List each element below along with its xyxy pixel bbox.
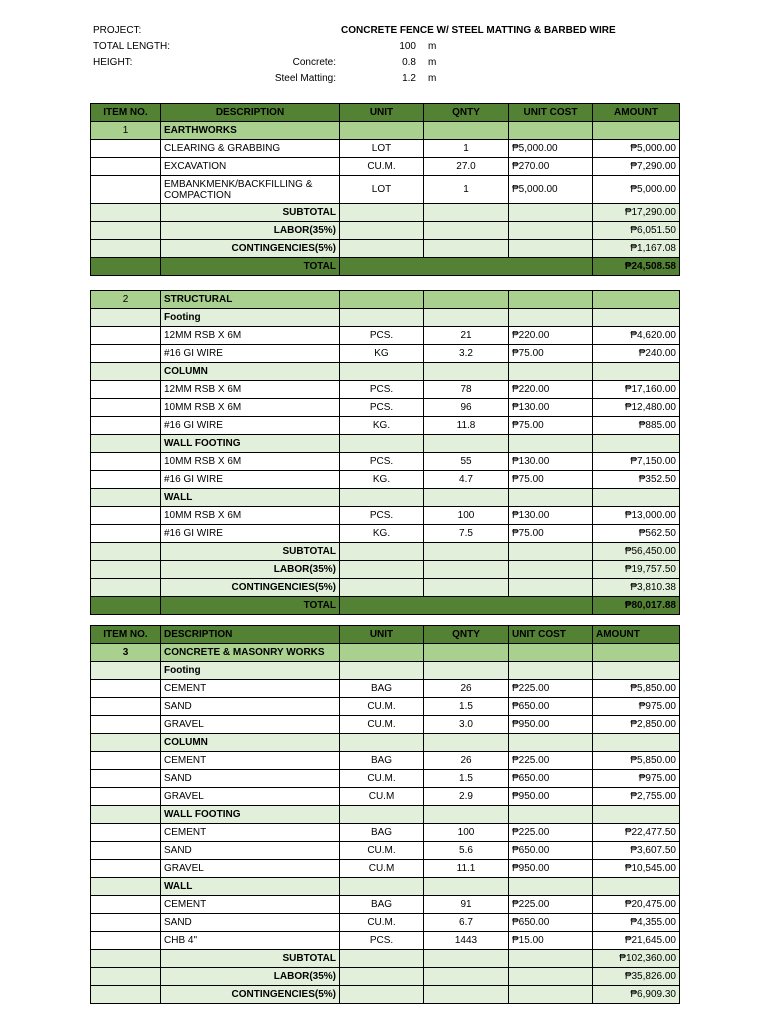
row-amount: ₱17,160.00 (593, 381, 680, 399)
row-amount: ₱5,850.00 (593, 752, 680, 770)
row-description: GRAVEL (161, 788, 340, 806)
table-row (91, 770, 680, 788)
group-label: WALL (161, 878, 340, 896)
row-amount: ₱5,000.00 (593, 176, 680, 204)
group-row (91, 734, 680, 752)
row-amount: ₱3,607.50 (593, 842, 680, 860)
subtotal-label: SUBTOTAL (161, 543, 340, 561)
row-unit-cost: ₱220.00 (509, 381, 593, 399)
table-row (91, 698, 680, 716)
row-unit-cost: ₱5,000.00 (509, 176, 593, 204)
row-unit-cost: ₱225.00 (509, 896, 593, 914)
concrete-height-value: 0.8 (402, 57, 416, 68)
row-description: CEMENT (161, 752, 340, 770)
steel-matting-label: Steel Matting: (274, 73, 336, 84)
contingencies-label: CONTINGENCIES(5%) (161, 240, 340, 258)
row-qty: 26 (424, 680, 509, 698)
labor-label: LABOR(35%) (161, 222, 340, 240)
row-qty: 1.5 (424, 770, 509, 788)
total-length-value: 100 (399, 41, 416, 52)
labor-label: LABOR(35%) (161, 968, 340, 986)
row-qty: 3.2 (424, 345, 509, 363)
subtotal-amount: ₱102,360.00 (593, 950, 680, 968)
row-amount: ₱12,480.00 (593, 399, 680, 417)
labor-row (91, 968, 680, 986)
group-row (91, 309, 680, 327)
project-title: CONCRETE FENCE W/ STEEL MATTING & BARBED WIRE (341, 25, 616, 36)
contingencies-label: CONTINGENCIES(5%) (161, 986, 340, 1004)
row-unit-cost: ₱650.00 (509, 770, 593, 788)
group-row (91, 489, 680, 507)
row-unit: BAG (340, 824, 424, 842)
row-unit: CU.M. (340, 716, 424, 734)
height-label: HEIGHT: (93, 57, 133, 68)
row-description: SAND (161, 842, 340, 860)
row-qty: 2.9 (424, 788, 509, 806)
row-qty: 1.5 (424, 698, 509, 716)
row-unit: LOT (340, 176, 424, 204)
row-unit-cost: ₱950.00 (509, 788, 593, 806)
row-unit-cost: ₱225.00 (509, 824, 593, 842)
row-qty: 1 (424, 176, 509, 204)
group-label: COLUMN (161, 734, 340, 752)
group-row (91, 662, 680, 680)
row-amount: ₱562.50 (593, 525, 680, 543)
row-amount: ₱352.50 (593, 471, 680, 489)
group-label: WALL FOOTING (161, 435, 340, 453)
section-title-row (91, 291, 680, 309)
row-unit-cost: ₱130.00 (509, 399, 593, 417)
contingencies-row (91, 240, 680, 258)
col-item-no: ITEM NO. (91, 104, 161, 122)
subtotal-amount: ₱17,290.00 (593, 204, 680, 222)
section-title-row (91, 644, 680, 662)
row-description: CEMENT (161, 680, 340, 698)
contingencies-label: CONTINGENCIES(5%) (161, 579, 340, 597)
row-description: #16 GI WIRE (161, 417, 340, 435)
item-number: 2 (91, 291, 161, 309)
total-length-unit: m (428, 41, 437, 52)
row-description: CLEARING & GRABBING (161, 140, 340, 158)
labor-label: LABOR(35%) (161, 561, 340, 579)
total-label: TOTAL (161, 597, 340, 615)
col-description: DESCRIPTION (161, 626, 340, 644)
labor-amount: ₱35,826.00 (593, 968, 680, 986)
group-label: WALL FOOTING (161, 806, 340, 824)
steel-matting-value: 1.2 (402, 73, 416, 84)
row-amount: ₱10,545.00 (593, 860, 680, 878)
row-unit: CU.M. (340, 158, 424, 176)
column-header-row (91, 104, 680, 122)
table-row (91, 680, 680, 698)
row-unit: CU.M (340, 860, 424, 878)
row-amount: ₱20,475.00 (593, 896, 680, 914)
row-qty: 96 (424, 399, 509, 417)
row-qty: 26 (424, 752, 509, 770)
row-unit: PCS. (340, 381, 424, 399)
group-label: Footing (161, 309, 340, 327)
row-qty: 1 (424, 140, 509, 158)
subtotal-row (91, 543, 680, 561)
table-row (91, 716, 680, 734)
table-row (91, 453, 680, 471)
row-qty: 3.0 (424, 716, 509, 734)
col-qnty: QNTY (424, 626, 509, 644)
row-description: #16 GI WIRE (161, 525, 340, 543)
row-description: CEMENT (161, 896, 340, 914)
table-row (91, 399, 680, 417)
contingencies-amount: ₱3,810.38 (593, 579, 680, 597)
row-unit-cost: ₱950.00 (509, 860, 593, 878)
row-amount: ₱21,645.00 (593, 932, 680, 950)
table-row (91, 525, 680, 543)
table-row (91, 345, 680, 363)
row-unit-cost: ₱220.00 (509, 327, 593, 345)
row-qty: 55 (424, 453, 509, 471)
earthworks-table (90, 103, 680, 276)
row-unit-cost: ₱225.00 (509, 752, 593, 770)
table-row (91, 381, 680, 399)
col-unit-cost: UNIT COST (509, 626, 593, 644)
row-description: #16 GI WIRE (161, 471, 340, 489)
row-unit-cost: ₱650.00 (509, 698, 593, 716)
section-title-row (91, 122, 680, 140)
row-unit: KG (340, 345, 424, 363)
project-label: PROJECT: (93, 25, 142, 36)
group-row (91, 806, 680, 824)
item-number: 1 (91, 122, 161, 140)
row-qty: 4.7 (424, 471, 509, 489)
row-description: SAND (161, 914, 340, 932)
table-row (91, 471, 680, 489)
row-amount: ₱2,850.00 (593, 716, 680, 734)
row-unit: KG. (340, 471, 424, 489)
row-unit: BAG (340, 752, 424, 770)
contingencies-row (91, 579, 680, 597)
table-row (91, 824, 680, 842)
table-row (91, 158, 680, 176)
row-unit-cost: ₱225.00 (509, 680, 593, 698)
row-unit: PCS. (340, 327, 424, 345)
row-unit-cost: ₱270.00 (509, 158, 593, 176)
row-unit: PCS. (340, 932, 424, 950)
row-unit: PCS. (340, 507, 424, 525)
table-row (91, 176, 680, 204)
total-row (91, 597, 680, 615)
row-description: GRAVEL (161, 860, 340, 878)
table-row (91, 752, 680, 770)
col-unit: UNIT (340, 104, 424, 122)
section-title: EARTHWORKS (161, 122, 340, 140)
row-description: SAND (161, 770, 340, 788)
row-amount: ₱975.00 (593, 770, 680, 788)
row-unit: CU.M. (340, 842, 424, 860)
group-label: Footing (161, 662, 340, 680)
structural-table (90, 290, 680, 615)
labor-row (91, 561, 680, 579)
concrete-label: Concrete: (292, 57, 336, 68)
row-qty: 5.6 (424, 842, 509, 860)
row-description: 12MM RSB X 6M (161, 381, 340, 399)
row-unit-cost: ₱650.00 (509, 842, 593, 860)
group-label: COLUMN (161, 363, 340, 381)
total-amount: ₱24,508.58 (593, 258, 680, 276)
labor-row (91, 222, 680, 240)
row-qty: 7.5 (424, 525, 509, 543)
col-unit-cost: UNIT COST (509, 104, 593, 122)
row-amount: ₱240.00 (593, 345, 680, 363)
group-row (91, 363, 680, 381)
row-qty: 100 (424, 824, 509, 842)
row-unit: KG. (340, 417, 424, 435)
row-unit-cost: ₱75.00 (509, 525, 593, 543)
row-amount: ₱5,000.00 (593, 140, 680, 158)
table-row (91, 788, 680, 806)
row-qty: 27.0 (424, 158, 509, 176)
row-amount: ₱7,150.00 (593, 453, 680, 471)
total-row (91, 258, 680, 276)
row-amount: ₱4,620.00 (593, 327, 680, 345)
row-unit-cost: ₱15.00 (509, 932, 593, 950)
row-description: 10MM RSB X 6M (161, 453, 340, 471)
subtotal-amount: ₱56,450.00 (593, 543, 680, 561)
row-description: EXCAVATION (161, 158, 340, 176)
row-qty: 1443 (424, 932, 509, 950)
row-unit-cost: ₱130.00 (509, 453, 593, 471)
table-row (91, 140, 680, 158)
row-qty: 100 (424, 507, 509, 525)
concrete-masonry-table (90, 625, 680, 1004)
col-unit: UNIT (340, 626, 424, 644)
row-unit: PCS. (340, 399, 424, 417)
total-amount: ₱80,017.88 (593, 597, 680, 615)
subtotal-label: SUBTOTAL (161, 950, 340, 968)
table-row (91, 932, 680, 950)
row-description: 12MM RSB X 6M (161, 327, 340, 345)
row-amount: ₱13,000.00 (593, 507, 680, 525)
project-header (0, 0, 768, 96)
row-amount: ₱7,290.00 (593, 158, 680, 176)
row-description: 10MM RSB X 6M (161, 507, 340, 525)
row-qty: 91 (424, 896, 509, 914)
table-row (91, 417, 680, 435)
row-qty: 11.8 (424, 417, 509, 435)
row-description: SAND (161, 698, 340, 716)
row-description: #16 GI WIRE (161, 345, 340, 363)
row-qty: 6.7 (424, 914, 509, 932)
labor-amount: ₱6,051.50 (593, 222, 680, 240)
col-item-no: ITEM NO. (91, 626, 161, 644)
row-unit-cost: ₱75.00 (509, 471, 593, 489)
row-unit-cost: ₱75.00 (509, 417, 593, 435)
row-description: 10MM RSB X 6M (161, 399, 340, 417)
contingencies-amount: ₱1,167.08 (593, 240, 680, 258)
row-amount: ₱975.00 (593, 698, 680, 716)
section-title: CONCRETE & MASONRY WORKS (161, 644, 340, 662)
row-unit: BAG (340, 680, 424, 698)
labor-amount: ₱19,757.50 (593, 561, 680, 579)
col-amount: AMOUNT (593, 104, 680, 122)
row-description: GRAVEL (161, 716, 340, 734)
table-row (91, 507, 680, 525)
row-description: EMBANKMENK/BACKFILLING & COMPACTION (161, 176, 340, 204)
table-row (91, 914, 680, 932)
row-unit: CU.M (340, 788, 424, 806)
subtotal-label: SUBTOTAL (161, 204, 340, 222)
row-unit: LOT (340, 140, 424, 158)
col-amount: AMOUNT (593, 626, 680, 644)
contingencies-amount: ₱6,909.30 (593, 986, 680, 1004)
row-unit: CU.M. (340, 914, 424, 932)
table-row (91, 860, 680, 878)
group-row (91, 435, 680, 453)
col-description: DESCRIPTION (161, 104, 340, 122)
row-unit-cost: ₱950.00 (509, 716, 593, 734)
column-header-row (91, 626, 680, 644)
row-unit: CU.M. (340, 770, 424, 788)
row-qty: 78 (424, 381, 509, 399)
row-unit: BAG (340, 896, 424, 914)
section-title: STRUCTURAL (161, 291, 340, 309)
row-amount: ₱4,355.00 (593, 914, 680, 932)
row-unit-cost: ₱130.00 (509, 507, 593, 525)
row-qty: 11.1 (424, 860, 509, 878)
row-description: CEMENT (161, 824, 340, 842)
table-row (91, 896, 680, 914)
contingencies-row (91, 986, 680, 1004)
item-number: 3 (91, 644, 161, 662)
row-amount: ₱885.00 (593, 417, 680, 435)
concrete-height-unit: m (428, 57, 437, 68)
row-unit-cost: ₱5,000.00 (509, 140, 593, 158)
row-amount: ₱2,755.00 (593, 788, 680, 806)
steel-matting-unit: m (428, 73, 437, 84)
table-row (91, 327, 680, 345)
table-row (91, 842, 680, 860)
total-length-label: TOTAL LENGTH: (93, 41, 171, 52)
total-label: TOTAL (161, 258, 340, 276)
row-unit: CU.M. (340, 698, 424, 716)
row-amount: ₱5,850.00 (593, 680, 680, 698)
row-unit: PCS. (340, 453, 424, 471)
col-qnty: QNTY (424, 104, 509, 122)
row-amount: ₱22,477.50 (593, 824, 680, 842)
row-unit-cost: ₱75.00 (509, 345, 593, 363)
group-row (91, 878, 680, 896)
row-unit: KG. (340, 525, 424, 543)
subtotal-row (91, 204, 680, 222)
row-description: CHB 4" (161, 932, 340, 950)
row-qty: 21 (424, 327, 509, 345)
group-label: WALL (161, 489, 340, 507)
subtotal-row (91, 950, 680, 968)
row-unit-cost: ₱650.00 (509, 914, 593, 932)
